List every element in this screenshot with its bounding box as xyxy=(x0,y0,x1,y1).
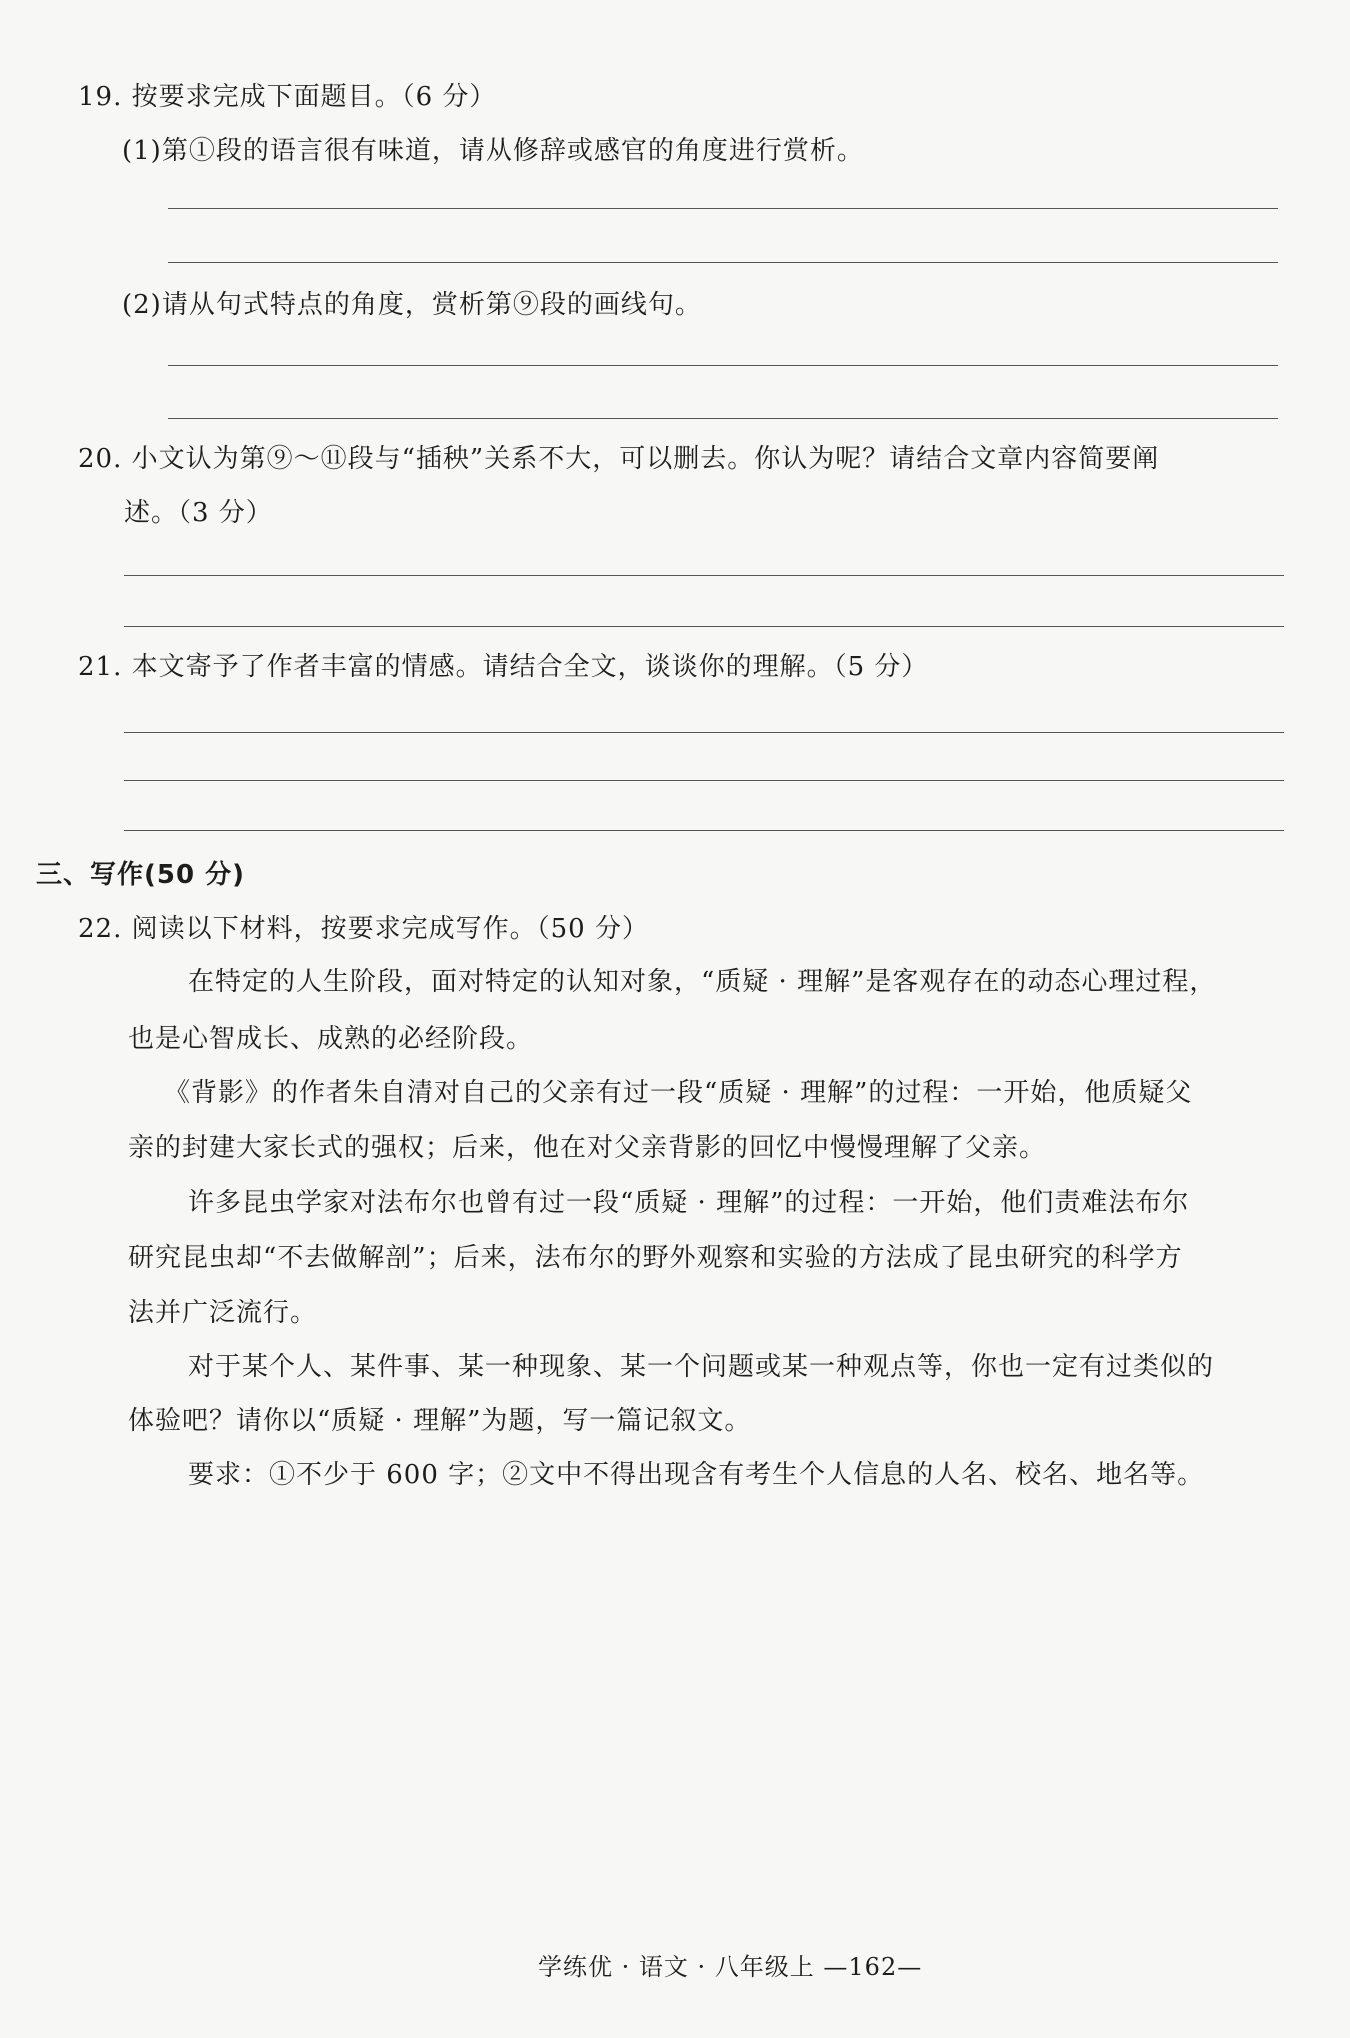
answer-line[interactable] xyxy=(168,208,1278,209)
answer-line[interactable] xyxy=(124,780,1284,781)
answer-line[interactable] xyxy=(168,418,1278,419)
answer-line[interactable] xyxy=(124,575,1284,576)
q22-paragraph-3-line-3: 法并广泛流行。 xyxy=(128,1298,318,1328)
q19-sub1: (1)第①段的语言很有味道，请从修辞或感官的角度进行赏析。 xyxy=(122,136,864,166)
q21-title: 21. 本文寄予了作者丰富的情感。请结合全文，谈谈你的理解。（5 分） xyxy=(78,652,929,682)
answer-line[interactable] xyxy=(168,365,1278,366)
q22-paragraph-3-line-1: 许多昆虫学家对法布尔也曾有过一段“质疑 · 理解”的过程：一开始，他们责难法布尔 xyxy=(188,1188,1190,1218)
q22-paragraph-4-line-1: 对于某个人、某件事、某一种现象、某一个问题或某一种观点等，你也一定有过类似的 xyxy=(188,1352,1215,1382)
section-writing-title: 三、写作(50 分) xyxy=(36,860,245,890)
q22-paragraph-1-line-2: 也是心智成长、成熟的必经阶段。 xyxy=(128,1024,534,1054)
q22-paragraph-1-line-1: 在特定的人生阶段，面对特定的认知对象，“质疑 · 理解”是客观存在的动态心理过程， xyxy=(188,967,1217,997)
q22-paragraph-3-line-2: 研究昆虫却“不去做解剖”；后来，法布尔的野外观察和实验的方法成了昆虫研究的科学方 xyxy=(128,1243,1183,1273)
q20-line2: 述。（3 分） xyxy=(124,498,273,528)
answer-line[interactable] xyxy=(124,732,1284,733)
q19-sub2: (2)请从句式特点的角度，赏析第⑨段的画线句。 xyxy=(122,290,702,320)
answer-line[interactable] xyxy=(124,626,1284,627)
answer-line[interactable] xyxy=(168,262,1278,263)
q22-paragraph-2-line-2: 亲的封建大家长式的强权；后来，他在对父亲背影的回忆中慢慢理解了父亲。 xyxy=(128,1133,1047,1163)
q19-title: 19. 按要求完成下面题目。（6 分） xyxy=(78,82,497,112)
answer-line[interactable] xyxy=(124,830,1284,831)
q20-line1: 20. 小文认为第⑨～⑪段与“插秧”关系不大，可以删去。你认为呢？请结合文章内容简要阐 xyxy=(78,444,1160,474)
q22-paragraph-4-line-2: 体验吧？请你以“质疑 · 理解”为题，写一篇记叙文。 xyxy=(128,1406,752,1436)
page-footer: 学练优 · 语文 · 八年级上 —162— xyxy=(538,1953,923,1981)
q22-paragraph-2-line-1: 《背影》的作者朱自清对自己的父亲有过一段“质疑 · 理解”的过程：一开始，他质疑父 xyxy=(164,1078,1193,1108)
q22-title: 22. 阅读以下材料，按要求完成写作。（50 分） xyxy=(78,914,649,944)
q22-requirements: 要求：①不少于 600 字；②文中不得出现含有考生个人信息的人名、校名、地名等。 xyxy=(188,1460,1205,1490)
